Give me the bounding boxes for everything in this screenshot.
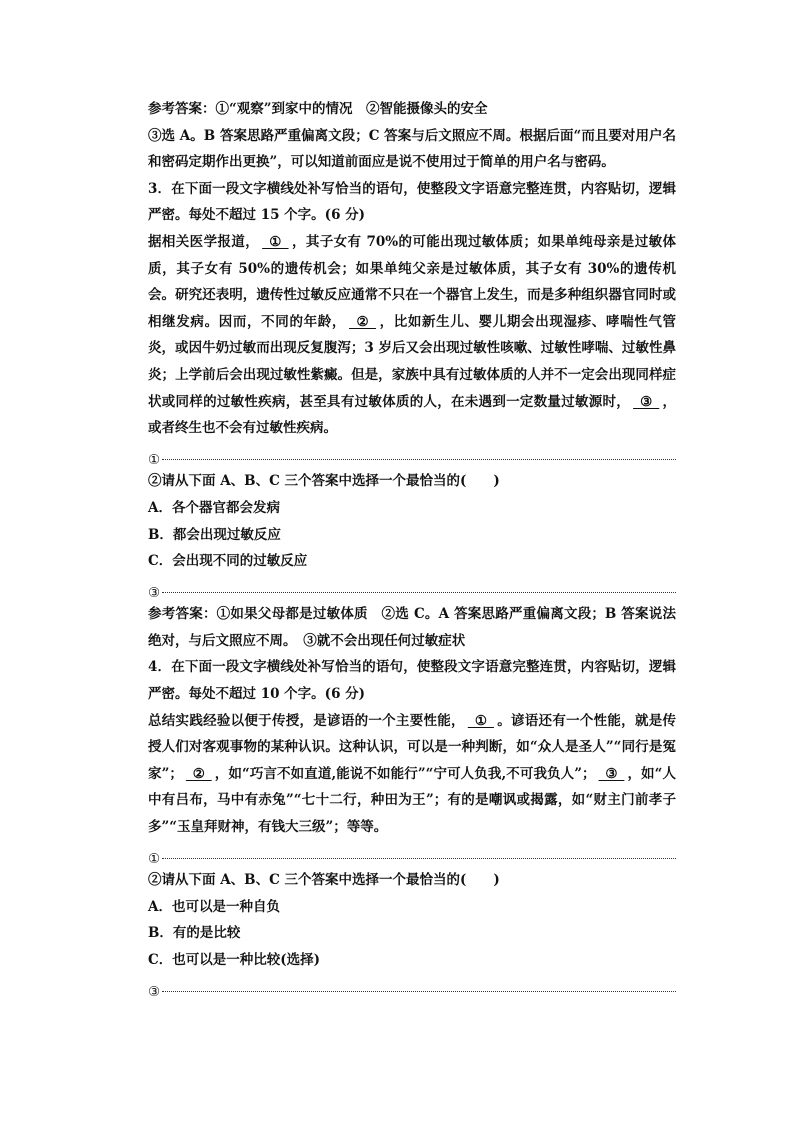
question-4-stem: 4．在下面一段文字横线处补写恰当的语句，使整段文字语意完整连贯，内容贴切，逻辑严密。每处不超过 10 个字。(6 分)	[148, 659, 676, 703]
q4-option-b[interactable]: B．有的是比较	[148, 925, 241, 942]
answer-2-line2: ③选 A。B 答案思路严重偏离文段；C 答案与后文照应不周。根据后面“而且要对用户名和密码定期作出更换”，可以知道前面应是说不使用过于简单的用户名与密码。	[148, 127, 676, 171]
q4-passage-part-a: 总结实践经验以便于传授，是谚语的一个主要性能，	[148, 712, 465, 729]
q3-choose-prompt: ②请从下面 A、B、C 三个答案中选择一个最恰当的( )	[148, 473, 500, 490]
dotted-answer-line	[162, 459, 676, 460]
answer-3: 参考答案：①如果父母都是过敏体质 ②选 C。A 答案思路严重偏离文段；B 答案说法绝对，与后文照应不周。 ③就不会出现任何过敏症状	[148, 606, 676, 649]
q3-fill-3-label: ③	[148, 585, 161, 602]
q3-passage-part-b: ，其子女有 70%的可能出现过敏体质；如果单纯母亲是过敏体质，其子女有 50%的遗传机会；如果单纯父亲是过敏体质，其子女有 30%的遗传机会。研究还表明，遗传性过敏反应通常不只在一个器官上发生，而是多种组织器官同时或相继发病。因而，不同的年龄，	[148, 233, 676, 330]
q3-passage-part-c: ，比如新生儿、婴儿期会出现湿疹、哮喘性气管炎，或因牛奶过敏而出现反复腹泻；3 岁后又会出现过敏性咳嗽、过敏性哮喘、过敏性鼻炎；上学前后会出现过敏性紫癜。但是，家族中具有过敏体质的人并不一定会出现同样症状或同样的过敏性疾病，甚至具有过敏体质的人，在未遇到一定数量过敏源时，	[148, 313, 677, 410]
q3-fill-line-1[interactable]	[148, 442, 676, 469]
question-3-stem: 3．在下面一段文字横线处补写恰当的语句，使整段文字语意完整连贯，内容贴切，逻辑严密。每处不超过 15 个字。(6 分)	[148, 180, 676, 224]
document-page	[148, 96, 676, 1000]
dotted-answer-line	[162, 858, 676, 859]
q4-passage-part-d: ，如“人中有吕布，马中有赤兔”“七十二行，种田为王”；有的是嘲讽或揭露，如“财主门前孝子多”“玉皇拜财神，有钱大三级”；等等。	[148, 765, 677, 836]
q4-fill-line-1[interactable]	[148, 841, 676, 868]
answer-2-line1: 参考答案：①“观察”到家中的情况 ②智能摄像头的安全	[148, 101, 488, 117]
q4-passage-part-c: ，如“巧言不如直道,能说不如能行”“宁可人负我,不可我负人”；	[214, 765, 596, 782]
q4-option-a[interactable]: A．也可以是一种自负	[148, 898, 280, 915]
q3-option-a[interactable]: A．各个器官都会发病	[148, 499, 280, 516]
q4-blank-1: ①	[467, 712, 494, 729]
q4-fill-1-label: ①	[148, 851, 161, 868]
dotted-answer-line	[162, 592, 676, 593]
q4-fill-3-label: ③	[148, 984, 161, 1001]
q3-passage-part-a: 据相关医学报道，	[148, 233, 260, 250]
q3-option-c[interactable]: C．会出现不同的过敏反应	[148, 553, 308, 570]
q4-passage-part-b: 。谚语还有一个性能，就是传授人们对客观事物的某种认识。这种认识，可以是一种判断，如“众人是圣人”“同行是冤家”；	[148, 712, 677, 782]
q3-blank-1: ①	[262, 233, 289, 250]
q3-blank-2: ②	[349, 313, 376, 330]
q3-passage-part-d: ，或者终生也不会有过敏性疾病。	[148, 393, 677, 437]
q4-blank-3: ③	[598, 765, 625, 782]
q3-blank-3: ③	[633, 393, 660, 410]
q4-choose-prompt: ②请从下面 A、B、C 三个答案中选择一个最恰当的( )	[148, 872, 500, 889]
question-3-passage	[148, 229, 676, 442]
question-4-passage	[148, 708, 676, 841]
q4-option-c[interactable]: C．也可以是一种比较(选择)	[148, 952, 321, 968]
q4-fill-line-3[interactable]	[148, 974, 676, 1001]
q3-fill-line-3[interactable]	[148, 575, 676, 602]
dotted-answer-line	[162, 991, 676, 992]
q4-blank-2: ②	[185, 765, 212, 782]
q3-option-b[interactable]: B．都会出现过敏反应	[148, 526, 281, 543]
q3-fill-1-label: ①	[148, 452, 161, 469]
